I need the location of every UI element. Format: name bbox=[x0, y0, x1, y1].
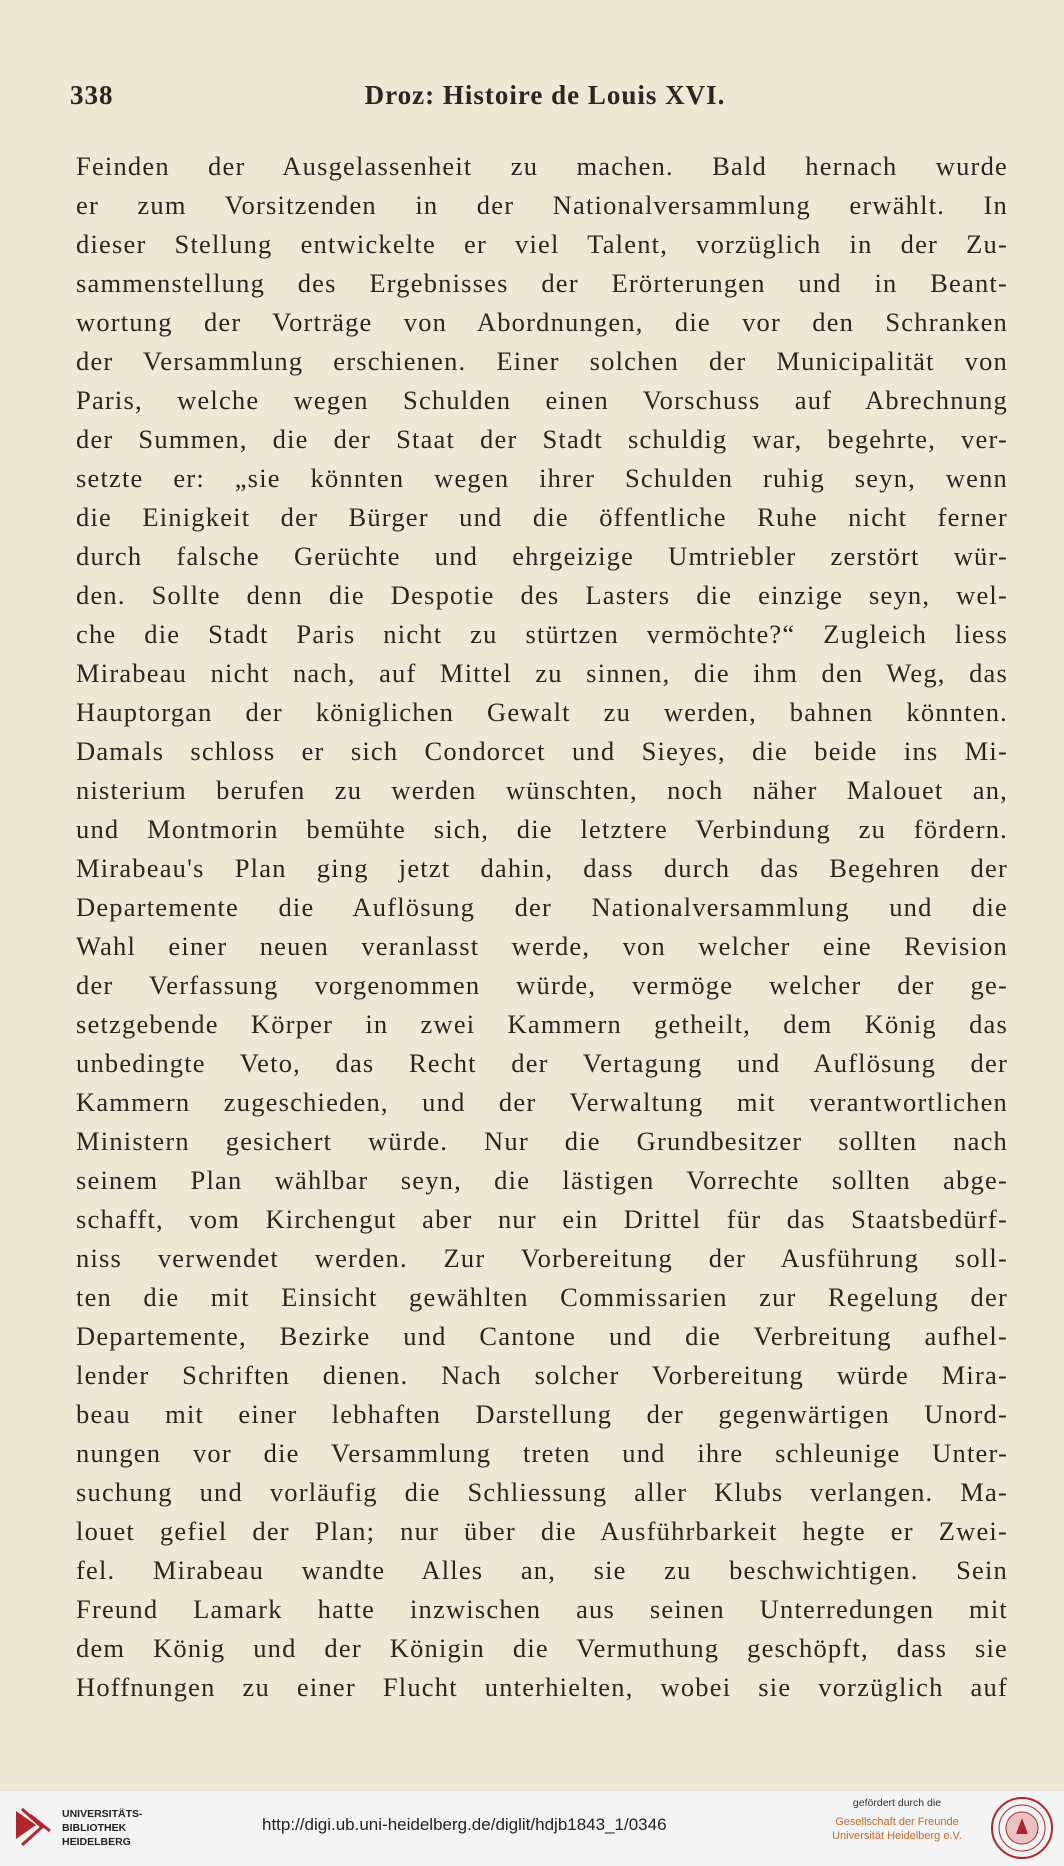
text-line: Hauptorgan der königlichen Gewalt zu werden, bahnen könnten. bbox=[76, 697, 1008, 727]
running-title: Droz: Histoire de Louis XVI. bbox=[364, 80, 726, 110]
text-line: Feinden der Ausgelassenheit zu machen. Bald hernach wurde bbox=[76, 151, 1008, 181]
text-line: durch falsche Gerüchte und ehrgeizige Umtriebler zerstört wür- bbox=[76, 541, 1008, 571]
text-line: Departemente, Bezirke und Cantone und die Verbreitung aufhel- bbox=[76, 1321, 1008, 1351]
library-name-line: BIBLIOTHEK bbox=[62, 1822, 127, 1834]
text-line: Paris, welche wegen Schulden einen Vorschuss auf Abrechnung bbox=[76, 385, 1008, 415]
text-line: fel. Mirabeau wandte Alles an, sie zu beschwichtigen. Sein bbox=[76, 1555, 1008, 1585]
text-line: ten die mit Einsicht gewählten Commissarien zur Regelung der bbox=[76, 1282, 1008, 1312]
society-name bbox=[812, 1815, 982, 1843]
society-name-line: Gesellschaft der Freunde bbox=[835, 1816, 959, 1828]
library-name-line: HEIDELBERG bbox=[62, 1836, 131, 1848]
text-line: und Montmorin bemühte sich, die letztere Verbindung zu fördern. bbox=[76, 814, 1008, 844]
library-name-line: UNIVERSITÄTS- bbox=[62, 1808, 143, 1820]
society-name-line: Universität Heidelberg e.V. bbox=[832, 1830, 962, 1842]
text-line: Mirabeau nicht nach, auf Mittel zu sinnen, die ihm den Weg, das bbox=[76, 658, 1008, 688]
text-line: unbedingte Veto, das Recht der Vertagung und Auflösung der bbox=[76, 1048, 1008, 1078]
text-line: nungen vor die Versammlung treten und ihre schleunige Unter- bbox=[76, 1438, 1008, 1468]
text-line: der Summen, die der Staat der Stadt schuldig war, begehrte, ver- bbox=[76, 424, 1008, 454]
text-line: Hoffnungen zu einer Flucht unterhielten, wobei sie vorzüglich auf bbox=[76, 1672, 1008, 1702]
text-line: Wahl einer neuen veranlasst werde, von welcher eine Revision bbox=[76, 931, 1008, 961]
text-line: nisterium berufen zu werden wünschten, noch näher Malouet an, bbox=[76, 775, 1008, 805]
text-line: Departemente die Auflösung der Nationalversammlung und die bbox=[76, 892, 1008, 922]
text-line: der Versammlung erschienen. Einer solchen der Municipalität von bbox=[76, 346, 1008, 376]
body-text bbox=[76, 147, 1008, 1707]
text-line: Kammern zugeschieden, und der Verwaltung mit verantwortlichen bbox=[76, 1087, 1008, 1117]
page-header bbox=[70, 80, 1020, 120]
library-logo-icon bbox=[12, 1805, 56, 1851]
text-line: den. Sollte denn die Despotie des Lasters die einzige seyn, wel- bbox=[76, 580, 1008, 610]
text-line: Damals schloss er sich Condorcet und Sieyes, die beide ins Mi- bbox=[76, 736, 1008, 766]
text-line: sammenstellung des Ergebnisses der Erörterungen und in Beant- bbox=[76, 268, 1008, 298]
funding-notice bbox=[812, 1797, 982, 1843]
text-line: schafft, vom Kirchengut aber nur ein Drittel für das Staatsbedürf- bbox=[76, 1204, 1008, 1234]
text-line: der Verfassung vorgenommen würde, vermöge welcher der ge- bbox=[76, 970, 1008, 1000]
university-seal-icon bbox=[990, 1796, 1054, 1860]
text-line: louet gefiel der Plan; nur über die Ausführbarkeit hegte er Zwei- bbox=[76, 1516, 1008, 1546]
text-line: Freund Lamark hatte inzwischen aus seinen Unterredungen mit bbox=[76, 1594, 1008, 1624]
text-line: beau mit einer lebhaften Darstellung der gegenwärtigen Unord- bbox=[76, 1399, 1008, 1429]
text-line: dieser Stellung entwickelte er viel Talent, vorzüglich in der Zu- bbox=[76, 229, 1008, 259]
text-line: wortung der Vorträge von Abordnungen, die vor den Schranken bbox=[76, 307, 1008, 337]
footer-bar bbox=[0, 1790, 1064, 1866]
text-line: die Einigkeit der Bürger und die öffentliche Ruhe nicht ferner bbox=[76, 502, 1008, 532]
text-line: niss verwendet werden. Zur Vorbereitung der Ausführung soll- bbox=[76, 1243, 1008, 1273]
text-line: lender Schriften dienen. Nach solcher Vorbereitung würde Mira- bbox=[76, 1360, 1008, 1390]
text-line: seinem Plan wählbar seyn, die lästigen Vorrechte sollten abge- bbox=[76, 1165, 1008, 1195]
text-line: che die Stadt Paris nicht zu stürtzen vermöchte?“ Zugleich liess bbox=[76, 619, 1008, 649]
text-line: Mirabeau's Plan ging jetzt dahin, dass durch das Begehren der bbox=[76, 853, 1008, 883]
page-number: 338 bbox=[70, 80, 114, 110]
text-line: setzgebende Körper in zwei Kammern getheilt, dem König das bbox=[76, 1009, 1008, 1039]
library-name bbox=[62, 1807, 143, 1849]
text-line: suchung und vorläufig die Schliessung aller Klubs verlangen. Ma- bbox=[76, 1477, 1008, 1507]
text-line: setzte er: „sie könnten wegen ihrer Schulden ruhig seyn, wenn bbox=[76, 463, 1008, 493]
text-line: er zum Vorsitzenden in der Nationalversammlung erwählt. In bbox=[76, 190, 1008, 220]
text-line: dem König und der Königin die Vermuthung geschöpft, dass sie bbox=[76, 1633, 1008, 1663]
funded-by-text: gefördert durch die bbox=[852, 1797, 942, 1809]
digital-object-link[interactable]: http://digi.ub.uni-heidelberg.de/diglit/hdjb1843_1/0346 bbox=[262, 1815, 667, 1834]
text-line: Ministern gesichert würde. Nur die Grundbesitzer sollten nach bbox=[76, 1126, 1008, 1156]
